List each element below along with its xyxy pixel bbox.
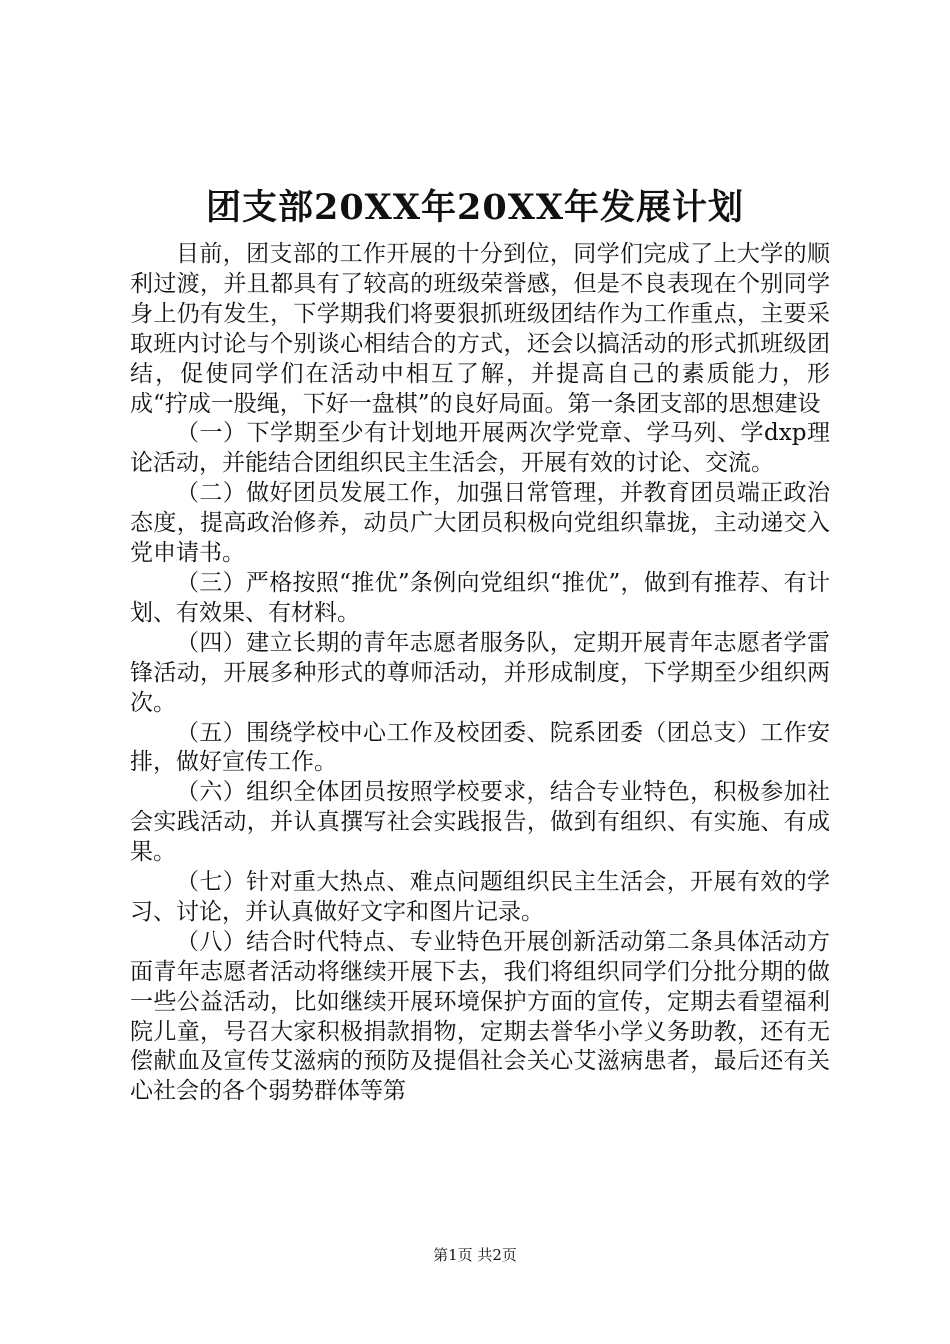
paragraph-item-6: （六）组织全体团员按照学校要求，结合专业特色，积极参加社会实践活动，并认真撰写社会实践报告，做到有组织、有实施、有成果。 [130, 779, 830, 866]
page-footer: 第1页 共2页 [433, 1246, 517, 1264]
paragraph-item-3: （三）严格按照“推优”条例向党组织“推优”，做到有推荐、有计划、有效果、有材料。 [130, 569, 830, 626]
paragraph-item-7: （七）针对重大热点、难点问题组织民主生活会，开展有效的学习、讨论，并认真做好文字和图片记录。 [130, 869, 830, 925]
paragraph-intro: 目前，团支部的工作开展的十分到位，同学们完成了上大学的顺利过渡，并且都具有了较高的班级荣誉感，但是不良表现在个别同学身上仍有发生，下学期我们将要狠抓班级团结作为工作重点，主要采取班内讨论与个别谈心相结合的方式，还会以搞活动的形式抓班级团结，促使同学们在活动中相互了解，并提高自己的素质能力，形成“拧成一股绳，下好一盘棋”的良好局面。第一条团支部的思想建设 [130, 241, 830, 417]
paragraph-item-4: （四）建立长期的青年志愿者服务队，定期开展青年志愿者学雷锋活动，开展多种形式的尊师活动，并形成制度，下学期至少组织两次。 [130, 629, 830, 716]
paragraph-item-8: （八）结合时代特点、专业特色开展创新活动第二条具体活动方面青年志愿者活动将继续开展下去，我们将组织同学们分批分期的做一些公益活动，比如继续开展环境保护方面的宣传，定期去看望福利院儿童，号召大家积极捐款捐物，定期去誉华小学义务助教，还有无偿献血及宣传艾滋病的预防及提倡社会关心艾滋病患者，最后还有关心社会的各个弱势群体等第 [130, 928, 830, 1105]
paragraph-item-2: （二）做好团员发展工作，加强日常管理，并教育团员端正政治态度，提高政治修养，动员广大团员积极向党组织靠拢，主动递交入党申请书。 [130, 480, 830, 567]
document-body [130, 240, 830, 1107]
paragraph-item-5: （五）围绕学校中心工作及校团委、院系团委（团总支）工作安排，做好宣传工作。 [130, 719, 830, 776]
paragraph-item-1: （一）下学期至少有计划地开展两次学党章、学马列、学dxp理论活动，并能结合团组织民主生活会，开展有效的讨论、交流。 [130, 420, 830, 477]
document-title: 团支部20XX年20XX年发展计划 [205, 187, 745, 228]
